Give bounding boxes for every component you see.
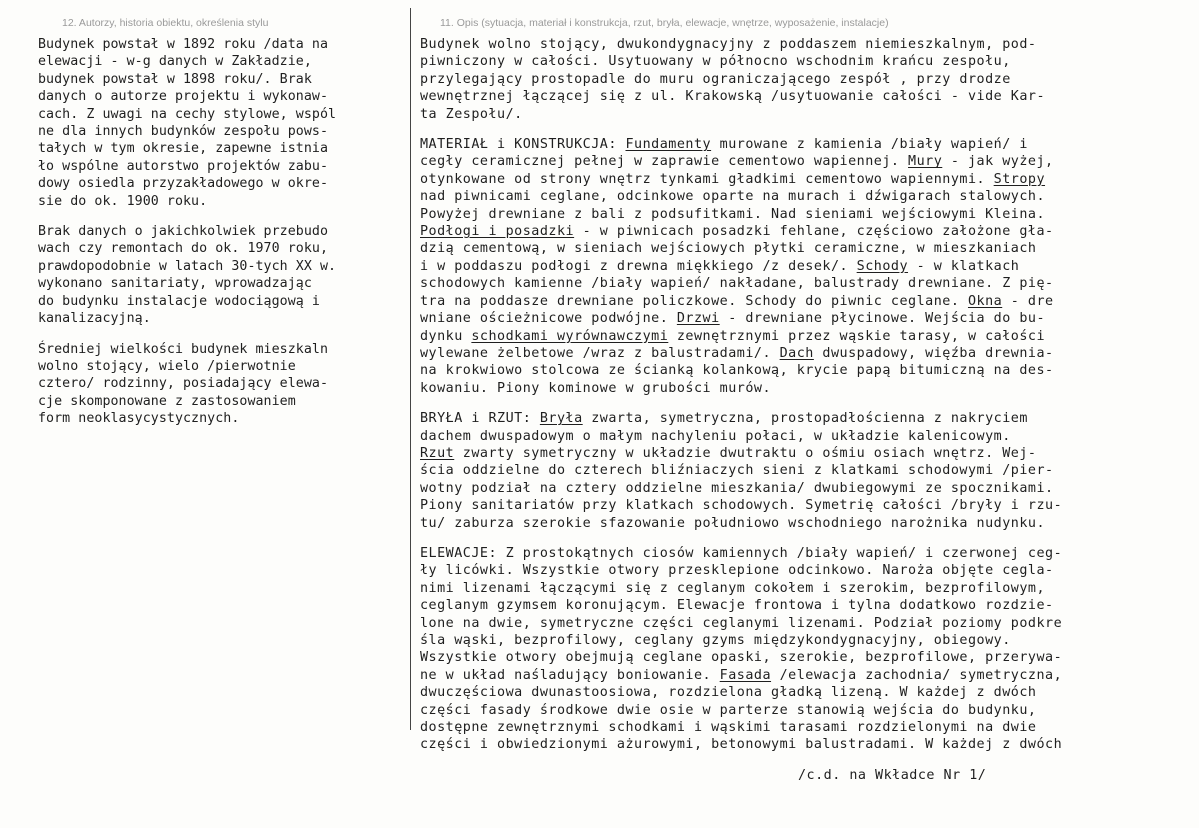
text-line bbox=[420, 497, 1190, 514]
right-paragraph bbox=[420, 545, 1190, 754]
text-line bbox=[420, 702, 1190, 719]
text-line bbox=[420, 428, 1190, 445]
text-line bbox=[420, 562, 1190, 579]
right-paragraph bbox=[420, 136, 1190, 397]
text-segment: nimi lizenami łączącymi się z ceglanym cokołem i szerokim, bezprofilowym, bbox=[420, 580, 1046, 596]
text-line bbox=[420, 580, 1190, 597]
text-line: dowy osiedla przyzakładowego w okre- bbox=[38, 176, 328, 192]
left-paragraph bbox=[38, 36, 406, 210]
right-column-body bbox=[420, 36, 1190, 754]
text-line bbox=[420, 240, 1190, 257]
text-segment: wotny podział na cztery oddzielne mieszkania/ dwubiegowymi ze spocznikami. bbox=[420, 480, 1054, 496]
text-segment: dwuspadowy, więźba drewnia- bbox=[813, 345, 1054, 361]
text-line bbox=[420, 188, 1190, 205]
underlined-term: Podłogi i posadzki bbox=[420, 224, 575, 240]
text-segment: części fasady środkowe dwie osie w parterze stanowią wejścia do budynku, bbox=[420, 702, 1037, 718]
text-segment: BRYŁA i RZUT: bbox=[420, 411, 540, 427]
text-line bbox=[420, 36, 1190, 53]
text-segment: ne w układ naśladujący boniowanie. bbox=[420, 667, 720, 683]
text-line bbox=[420, 293, 1190, 310]
underlined-term: Mury bbox=[908, 154, 943, 170]
text-line: elewacji - w-g danych w Zakładzie, bbox=[38, 54, 312, 70]
text-segment: - w klatkach bbox=[908, 258, 1020, 274]
text-segment: i w poddaszu podłogi z drewna miękkiego /z desek/. bbox=[420, 258, 857, 274]
text-line bbox=[420, 445, 1190, 462]
text-line bbox=[420, 136, 1190, 153]
text-line: sie do ok. 1900 roku. bbox=[38, 193, 208, 209]
text-segment: części i obwiedzionymi ażurowymi, betonowymi balustradami. W każdej z dwóch bbox=[420, 737, 1063, 753]
text-segment: nad piwnicami ceglane, odcinkowe oparte na murach i dźwigarach stalowych. bbox=[420, 189, 1046, 205]
text-line bbox=[420, 106, 1190, 123]
text-segment: zwarta, symetryczna, prostopadłościenna z nakryciem bbox=[582, 411, 1028, 427]
left-column bbox=[38, 14, 406, 441]
text-line bbox=[420, 736, 1190, 753]
text-segment: Wszystkie otwory obejmują ceglane opaski, szerokie, bezprofilowe, przerywa- bbox=[420, 650, 1063, 666]
text-segment: tra na poddasze drewniane policzkowe. Schody do piwnic ceglane. bbox=[420, 293, 968, 309]
text-segment: /elewacja zachodnia/ symetryczna, bbox=[771, 667, 1063, 683]
left-column-body bbox=[38, 36, 406, 428]
text-line bbox=[420, 410, 1190, 427]
text-line bbox=[420, 275, 1190, 292]
text-segment: ścia oddzielne do czterech bliźniaczych sieni z klatkami schodowymi /pier- bbox=[420, 463, 1054, 479]
left-column-header: 12. Autorzy, historia obiektu, określenia stylu bbox=[62, 17, 269, 29]
text-segment: murowane z kamienia /biały wapień/ i bbox=[711, 137, 1028, 153]
text-line bbox=[420, 719, 1190, 736]
underlined-term: Fundamenty bbox=[625, 137, 712, 153]
text-segment: zwarty symetryczny w układzie dwutraktu o ośmiu osiach wnętrz. Wej- bbox=[454, 445, 1037, 461]
text-line: ne dla innych budynków zespołu pows- bbox=[38, 124, 328, 140]
text-line: wach czy remontach do ok. 1970 roku, bbox=[38, 241, 328, 257]
text-line: Budynek powstał w 1892 roku /data na bbox=[38, 37, 328, 52]
text-line bbox=[420, 684, 1190, 701]
text-line bbox=[420, 258, 1190, 275]
underlined-term: schodkami wyrównawczymi bbox=[471, 328, 669, 344]
text-line bbox=[420, 667, 1190, 684]
text-line bbox=[420, 615, 1190, 632]
text-segment: Powyżej drewniane z bali z podsufitkami. Nad sieniami wejściowymi Kleina. bbox=[420, 206, 1046, 222]
text-line: ło wspólne autorstwo projektów zabu- bbox=[38, 158, 328, 174]
text-segment: wewnętrznej łączącej się z ul. Krakowską /usytuowanie całości - vide Kar- bbox=[420, 89, 1046, 105]
text-segment: dwuczęściowa dwunastoosiowa, rozdzielona gładką lizeną. W każdej z dwóch bbox=[420, 685, 1037, 701]
text-segment: dynku bbox=[420, 328, 472, 344]
underlined-term: Dach bbox=[779, 345, 814, 361]
text-segment: wniane ościeżnicowe podwójne. bbox=[420, 311, 677, 327]
text-segment: kowaniu. Piony kominowe w grubości murów. bbox=[420, 380, 772, 396]
text-segment: zewnętrznymi przez wąskie tarasy, w całości bbox=[668, 328, 1046, 344]
text-line bbox=[420, 310, 1190, 327]
text-line bbox=[420, 649, 1190, 666]
text-line bbox=[420, 153, 1190, 170]
text-segment: MATERIAŁ i KONSTRUKCJA: bbox=[420, 137, 626, 153]
text-line: cztero/ rodzinny, posiadający elewa- bbox=[38, 376, 328, 392]
text-line bbox=[420, 380, 1190, 397]
text-line: wykonano sanitariaty, wprowadzając bbox=[38, 276, 312, 292]
text-line bbox=[420, 515, 1190, 532]
text-line bbox=[420, 345, 1190, 362]
underlined-term: Stropy bbox=[993, 171, 1046, 187]
text-line bbox=[420, 88, 1190, 105]
text-segment: cegły ceramicznej pełnej w zaprawie cementowo wapiennej. bbox=[420, 154, 909, 170]
text-line bbox=[420, 71, 1190, 88]
text-segment: tu/ zaburza szerokie sfazowanie południowo wschodniego narożnika nudynku. bbox=[420, 515, 1046, 531]
text-segment: ły licówki. Wszystkie otwory przesklepione odcinkowo. Naroża objęte cegla- bbox=[420, 563, 1054, 579]
text-line bbox=[420, 545, 1190, 562]
text-segment: Piony sanitariatów przy klatkach schodowych. Symetrię całości /bryły i rzu- bbox=[420, 498, 1063, 514]
text-segment: schodowych kamienne /biały wapień/ nakładane, balustrady drewniane. Z pię- bbox=[420, 276, 1054, 292]
text-line bbox=[420, 328, 1190, 345]
text-segment: dzią cementową, w sieniach wejściowych płytki ceramiczne, w mieszkaniach bbox=[420, 241, 1037, 257]
text-segment: - dre bbox=[1002, 293, 1054, 309]
text-line: Średniej wielkości budynek mieszkaln bbox=[38, 341, 328, 357]
underlined-term: Fasada bbox=[719, 667, 772, 683]
text-line bbox=[420, 480, 1190, 497]
text-segment: śla wąski, bezprofilowy, ceglany gzyms międzykondygnacyjny, obiegowy. bbox=[420, 633, 1011, 648]
text-segment: - w piwnicach posadzki fehlane, częściowo założone gła- bbox=[574, 224, 1054, 240]
text-line bbox=[420, 206, 1190, 223]
left-paragraph bbox=[38, 223, 406, 327]
text-line: tałych w tym okresie, zapewne istnia bbox=[38, 141, 328, 157]
text-line: form neoklasycystycznych. bbox=[38, 411, 240, 427]
right-column bbox=[420, 14, 1190, 784]
text-segment: przylegający prostopadle do muru ograniczającego zespół , przy drodze bbox=[420, 71, 1011, 87]
underlined-term: Schody bbox=[856, 258, 909, 274]
text-line: danych o autorze projektu i wykonaw- bbox=[38, 89, 328, 105]
right-paragraph bbox=[420, 410, 1190, 532]
text-segment: ELEWACJE: Z prostokątnych ciosów kamiennych /biały wapień/ i czerwonej ceg- bbox=[420, 545, 1063, 561]
text-segment: Budynek wolno stojący, dwukondygnacyjny z poddaszem niemieszkalnym, pod- bbox=[420, 37, 1037, 52]
text-line bbox=[420, 597, 1190, 614]
column-divider bbox=[410, 8, 411, 730]
text-line: kanalizacyjną. bbox=[38, 311, 151, 327]
text-line: cach. Z uwagi na cechy stylowe, wspól bbox=[38, 106, 337, 122]
text-line: cje skomponowane z zastosowaniem bbox=[38, 393, 296, 409]
text-segment: otynkowane od strony wnętrz tynkami gładkimi cementowo wapiennymi. bbox=[420, 171, 994, 187]
text-line: wolno stojący, wielo /pierwotnie bbox=[38, 358, 296, 374]
right-column-header: 11. Opis (sytuacja, materiał i konstrukcja, rzut, bryła, elewacje, wnętrze, wyposażenie, instalacje) bbox=[440, 17, 889, 29]
underlined-term: Okna bbox=[967, 293, 1003, 309]
text-line: do budynku instalacje wodociągową i bbox=[38, 293, 320, 309]
text-line bbox=[420, 362, 1190, 379]
text-segment: wylewane żelbetowe /wraz z balustradami/. bbox=[420, 345, 780, 361]
text-line bbox=[420, 462, 1190, 479]
text-segment: na krokwiowo stolcowa ze ścianką kolankową, krycie papą bitumiczną na des- bbox=[420, 363, 1054, 379]
text-line: Brak danych o jakichkolwiek przebudo bbox=[38, 224, 328, 240]
text-line: budynek powstał w 1898 roku/. Brak bbox=[38, 71, 312, 87]
left-paragraph bbox=[38, 341, 406, 428]
text-line bbox=[420, 632, 1190, 649]
text-segment: lone na dwie, symetryczne części ceglanymi lizenami. Podział poziomy podkre bbox=[420, 615, 1063, 631]
right-paragraph bbox=[420, 36, 1190, 123]
underlined-term: Drzwi bbox=[676, 311, 720, 327]
text-segment: ceglanym gzymsem koronującym. Elewacje frontowa i tylna dodatkowo rozdzie- bbox=[420, 598, 1054, 614]
text-segment: dachem dwuspadowym o małym nachyleniu połaci, w układzie kalenicowym. bbox=[420, 428, 1011, 444]
text-segment: - jak wyżej, bbox=[942, 154, 1054, 170]
text-segment: dostępne zewnętrznymi schodkami i wąskimi tarasami rozdzielonymi na dwie bbox=[420, 720, 1037, 736]
text-line: prawdopodobnie w latach 30-tych XX w. bbox=[38, 258, 337, 274]
text-line bbox=[420, 53, 1190, 70]
underlined-term: Rzut bbox=[420, 445, 455, 461]
text-line bbox=[420, 171, 1190, 188]
text-segment: piwniczony w całości. Usytuowany w północno wschodnim krańcu zespołu, bbox=[420, 54, 1011, 70]
continuation-note: /c.d. na Wkładce Nr 1/ bbox=[798, 767, 987, 783]
text-segment: - drewniane płycinowe. Wejścia do bu- bbox=[719, 311, 1046, 327]
text-line bbox=[420, 223, 1190, 240]
text-segment: ta Zespołu/. bbox=[420, 106, 523, 122]
underlined-term: Bryła bbox=[539, 411, 583, 427]
